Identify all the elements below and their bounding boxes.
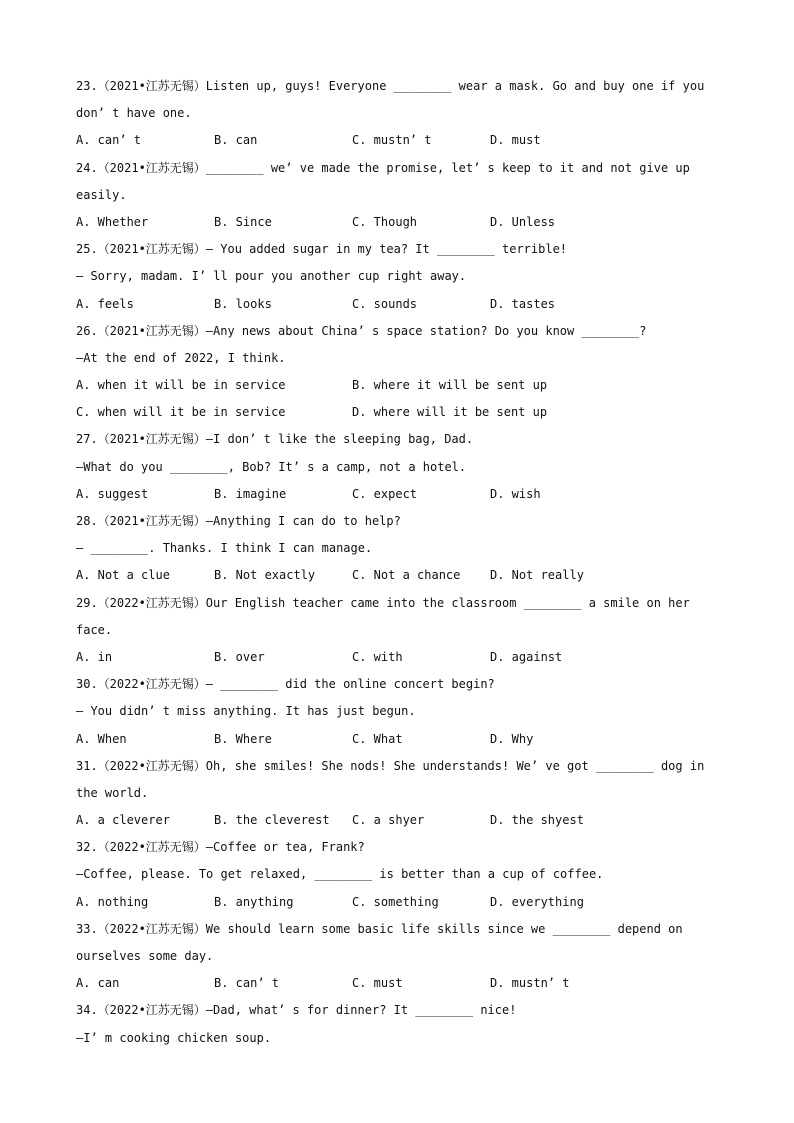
option-c[interactable]: C. a shyer: [352, 813, 425, 828]
option-a[interactable]: A. Whether: [76, 214, 149, 229]
question-text: ourselves some day.: [76, 949, 214, 963]
option-a[interactable]: A. When: [76, 731, 127, 746]
option-c[interactable]: C. mustn’ t: [352, 133, 432, 148]
option-b[interactable]: B. looks: [214, 296, 272, 311]
option-d[interactable]: D. wish: [490, 486, 541, 501]
option-b[interactable]: B. can’ t: [214, 976, 280, 991]
option-c[interactable]: C. when will it be in service: [76, 405, 286, 420]
option-b[interactable]: B. Not exactly: [214, 568, 316, 583]
answer-options: [76, 726, 726, 753]
question-text: easily.: [76, 187, 127, 202]
option-c[interactable]: C. sounds: [352, 296, 418, 311]
question-29: [76, 590, 726, 672]
question-text: —At the end of 2022, I think.: [76, 350, 286, 365]
answer-options: [76, 807, 726, 834]
question-page: [76, 73, 726, 1052]
question-26: [76, 318, 726, 427]
option-b[interactable]: B. can: [214, 133, 258, 148]
question-text: the world.: [76, 785, 149, 800]
question-text: don’ t have one.: [76, 106, 192, 121]
option-a[interactable]: A. suggest: [76, 486, 149, 501]
option-c[interactable]: C. Not a chance: [352, 568, 461, 583]
question-text: 30.（2022•江苏无锡）— ________ did the online concert begin?: [76, 677, 495, 692]
option-a[interactable]: A. when it will be in service: [76, 378, 286, 393]
question-31: [76, 753, 726, 835]
option-b[interactable]: B. imagine: [214, 486, 287, 501]
option-b[interactable]: B. the cleverest: [214, 813, 330, 828]
option-b[interactable]: B. Since: [214, 214, 272, 229]
question-text: 33.（2022•江苏无锡）We should learn some basic life skills since we ________ depend on: [76, 921, 683, 936]
option-a[interactable]: A. can: [76, 976, 120, 991]
option-c[interactable]: C. Though: [352, 214, 418, 229]
question-32: [76, 834, 726, 916]
question-33: [76, 916, 726, 998]
question-23: [76, 73, 726, 155]
option-d[interactable]: D. Why: [490, 731, 534, 746]
question-text: 29.（2022•江苏无锡）Our English teacher came into the classroom ________ a smile on her: [76, 595, 690, 610]
option-d[interactable]: D. tastes: [490, 296, 556, 311]
question-text: 24.（2021•江苏无锡）________ we’ ve made the promise, let’ s keep to it and not give up: [76, 160, 690, 175]
question-text: —What do you ________, Bob? It’ s a camp, not a hotel.: [76, 459, 467, 474]
option-c[interactable]: C. something: [352, 894, 439, 909]
question-text: face.: [76, 622, 113, 637]
answer-options: [76, 372, 726, 399]
option-b[interactable]: B. over: [214, 649, 265, 664]
question-text: —Coffee, please. To get relaxed, ________ is better than a cup of coffee.: [76, 867, 604, 882]
answer-options: [76, 209, 726, 236]
question-text: 28.（2021•江苏无锡）—Anything I can do to help?: [76, 514, 401, 528]
question-text: 32.（2022•江苏无锡）—Coffee or tea, Frank?: [76, 840, 365, 855]
option-c[interactable]: C. expect: [352, 486, 418, 501]
question-text: — You didn’ t miss anything. It has just begun.: [76, 704, 416, 719]
question-34: [76, 997, 726, 1051]
question-text: 31.（2022•江苏无锡）Oh, she smiles! She nods! She understands! We’ ve got ________ dog in: [76, 758, 705, 773]
option-a[interactable]: A. in: [76, 649, 113, 664]
question-text: — ________. Thanks. I think I can manage.: [76, 541, 373, 556]
answer-options: [76, 399, 726, 426]
answer-options: [76, 562, 726, 589]
answer-options: [76, 127, 726, 154]
question-text: —I’ m cooking chicken soup.: [76, 1030, 272, 1045]
option-b[interactable]: B. anything: [214, 894, 294, 909]
option-a[interactable]: A. nothing: [76, 894, 149, 909]
option-c[interactable]: C. What: [352, 731, 403, 746]
answer-options: [76, 291, 726, 318]
question-30: [76, 671, 726, 753]
option-a[interactable]: A. Not a clue: [76, 568, 170, 583]
question-27: [76, 426, 726, 508]
option-a[interactable]: A. a cleverer: [76, 813, 170, 828]
option-d[interactable]: D. Not really: [490, 568, 584, 583]
question-text: 26.（2021•江苏无锡）—Any news about China’ s space station? Do you know ________?: [76, 323, 647, 338]
question-28: [76, 508, 726, 590]
option-a[interactable]: A. feels: [76, 296, 134, 311]
option-a[interactable]: A. can’ t: [76, 133, 142, 148]
answer-options: [76, 970, 726, 997]
option-d[interactable]: D. where will it be sent up: [352, 405, 548, 420]
question-24: [76, 155, 726, 237]
option-b[interactable]: B. Where: [214, 731, 272, 746]
option-c[interactable]: C. must: [352, 976, 403, 991]
option-d[interactable]: D. mustn’ t: [490, 976, 570, 991]
option-d[interactable]: D. everything: [490, 894, 584, 909]
question-text: 34.（2022•江苏无锡）—Dad, what’ s for dinner? It ________ nice!: [76, 1003, 517, 1018]
option-d[interactable]: D. must: [490, 133, 541, 148]
answer-options: [76, 644, 726, 671]
question-text: 25.（2021•江苏无锡）— You added sugar in my tea? It ________ terrible!: [76, 242, 568, 257]
answer-options: [76, 481, 726, 508]
question-text: — Sorry, madam. I’ ll pour you another cup right away.: [76, 269, 467, 284]
answer-options: [76, 889, 726, 916]
option-d[interactable]: D. Unless: [490, 214, 556, 229]
option-b[interactable]: B. where it will be sent up: [352, 378, 548, 393]
option-c[interactable]: C. with: [352, 649, 403, 664]
question-25: [76, 236, 726, 318]
question-text: 23.（2021•江苏无锡）Listen up, guys! Everyone ________ wear a mask. Go and buy one if you: [76, 79, 705, 93]
question-text: 27.（2021•江苏无锡）—I don’ t like the sleeping bag, Dad.: [76, 432, 474, 447]
option-d[interactable]: D. the shyest: [490, 813, 584, 828]
option-d[interactable]: D. against: [490, 649, 563, 664]
